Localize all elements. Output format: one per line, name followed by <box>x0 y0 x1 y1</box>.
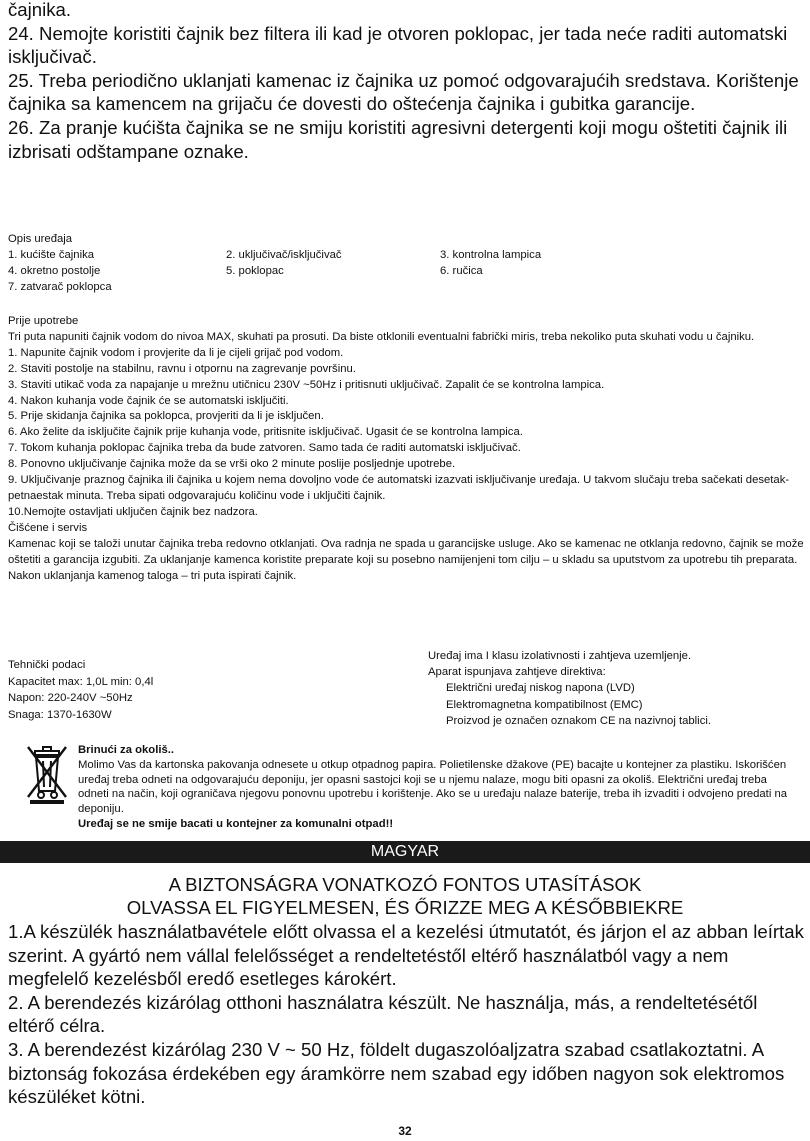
tech-power: Snaga: 1370-1630W <box>8 708 112 721</box>
before-use-step: 2. Staviti postolje na stabilnu, ravnu i otpornu na zagrevanje površinu. <box>8 362 356 375</box>
before-use-step: 1. Napunite čajnik vodom i provjerite da li je cijeli grijač pod vodom. <box>8 346 344 359</box>
directive-item: Elektromagnetna kompatibilnost (EMC) <box>446 698 643 711</box>
part-item: 7. zatvarač poklopca <box>8 280 112 293</box>
hungarian-instructions <box>8 920 806 1109</box>
cleaning-title: Čišćene i servis <box>8 521 88 534</box>
before-use-step: 6. Ako želite da isključite čajnik prije kuhanja vode, pritisnite isključivač. Ugasit će se kontrolna lampica. <box>8 426 523 439</box>
device-description-title: Opis uređaja <box>8 233 73 245</box>
paragraph-26: 26. Za pranje kućišta čajnika se ne smiju koristiti agresivni detergenti koji mogu oštetiti čajnik ili izbrisati odštampane oznake. <box>8 116 788 162</box>
hungarian-paragraph-1: 1.A készülék használatbavétele előtt olvassa el a kezelési útmutatót, és járjon el az abban leírtak szerint. A gyártó nem vállal felelősséget a rendeltetéstől eltérő használatból vagy a nem megfelelő kezelésből eredő esetleges károkért. <box>8 921 804 990</box>
environment-title: Brinući za okoliš.. <box>78 744 175 756</box>
before-use-step: 3. Staviti utikač voda za napajanje u mrežnu utičnicu 230V ~50Hz i pritisnuti uključivač. Zapalit će se kontrolna lampica. <box>8 378 605 391</box>
before-use-step: 9. Uključivanje praznog čajnika ili čajnika u kojem nema dovoljno vode će automatski izazvati isključivanje uređaja. U takvom slučaju treba sačekati desetak-petnaestak minuta. Treba sipati odgovarajuću količinu vode i uključiti čajnik. <box>8 474 790 502</box>
compliance-line2: Aparat ispunjava zahtjeve direktiva: <box>428 666 606 679</box>
part-item: 6. ručica <box>440 264 483 277</box>
environment-text: Molimo Vas da kartonska pakovanja odnesete u otkup otpadnog papira. Polietilenske džakove (PE) bacajte u kontejner za plastiku. Iskorišćen uređaj treba odneti na odgovarajuću deponiju, jer opasni sastojci koji se u njemu nalaze, mogu biti opasni za okoliš. Električni uređaj treba odneti na način, koji ograničava njegovu ponovnu upotrebu i korištenje. Ako se u uređaju nalaze baterije, treba ih izvaditi i odvojeno predati na deponiju. <box>78 758 788 816</box>
paragraph-24: 24. Nemojte koristiti čajnik bez filtera ili kad je otvoren poklopac, jer tada neće raditi automatski isključivač. <box>8 22 788 68</box>
compliance-info <box>428 648 806 729</box>
device-description <box>8 232 806 296</box>
before-use-step: 5. Prije skidanja čajnika sa poklopca, provjeriti da li je isključen. <box>8 410 324 423</box>
before-use-intro: Tri puta napuniti čajnik vodom do nivoa MAX, skuhati pa prosuti. Da biste otklonili eventualni fabrički miris, treba nekoliko puta skuhati vodu u čajniku. <box>8 330 755 343</box>
environment-notice <box>78 743 798 832</box>
part-item: 2. uključivač/isključivač <box>226 248 342 261</box>
before-use-title: Prije upotrebe <box>8 315 79 327</box>
compliance-line1: Uređaj ima I klasu izolativnosti i zahtjeva uzemljenje. <box>428 650 692 662</box>
before-use-step: 7. Tokom kuhanja poklopac čajnika treba da bude zatvoren. Samo tada će raditi automatski isključivač. <box>8 442 521 455</box>
tech-data <box>8 657 388 723</box>
device-parts-grid <box>8 248 806 296</box>
tech-capacity: Kapacitet max: 1,0L min: 0,4l <box>8 675 154 688</box>
part-item: 1. kućište čajnika <box>8 248 95 261</box>
environment-warning: Uređaj se ne smije bacati u kontejner za komunalni otpad!! <box>78 817 394 830</box>
tech-voltage: Napon: 220-240V ~50Hz <box>8 692 133 704</box>
before-use-step: 10.Nemojte ostavljati uključen čajnik bez nadzora. <box>8 505 258 518</box>
before-use-step: 8. Ponovno uključivanje čajnika može da se vrši oko 2 minute poslije posljednje upotrebe. <box>8 458 456 471</box>
hungarian-paragraph-2: 2. A berendezés kizárólag otthoni használatra készült. Ne használja, más, a rendeltetésétől eltérő célra. <box>8 991 758 1037</box>
directive-item: Proizvod je označen oznakom CE na nazivnoj tablici. <box>446 714 711 727</box>
part-item: 4. okretno postolje <box>8 264 101 277</box>
cleaning-text: Kamenac koji se taloži unutar čajnika treba redovno otklanjati. Ova radnja ne spada u garancijske usluge. Ako se kamenac ne otklanja redovno, čajnik se može oštetiti a garancija izgubiti. Za uklanjanje kamenca koristite preparate koji su posebno namijenjeni tom cilju – u skladu sa uputstvom za upotrebu tih preparata. Nakon uklanjanja kamenog taloga – tri puta ispirati čajnik. <box>8 537 804 582</box>
part-item: 3. kontrolna lampica <box>440 248 542 261</box>
crossed-out-bin-icon <box>24 745 70 805</box>
directive-item: Električni uređaj niskog napona (LVD) <box>446 682 635 695</box>
hungarian-paragraph-3: 3. A berendezést kizárólag 230 V ~ 50 Hz, földelt dugaszolóaljzatra szabad csatlakoztatni. A biztonság fokozása érdekében egy áramkörre nem szabad egy időben nagyon sok elektromos készüléket kötni. <box>8 1038 785 1108</box>
page-number: 32 <box>398 1124 412 1138</box>
before-use-step: 4. Nakon kuhanja vode čajnik će se automatski isključiti. <box>8 394 289 407</box>
paragraph-25: 25. Treba periodično uklanjati kamenac iz čajnika uz pomoć odgovarajućih sredstava. Korištenje čajnika sa kamencem na grijaču će dovesti do oštećenja čajnika i gubitka garancije. <box>8 69 799 115</box>
before-use-section <box>8 314 806 584</box>
hungarian-title-2: OLVASSA EL FIGYELMESEN, ÉS ŐRIZZE MEG A KÉSŐBBIEKRE <box>126 897 684 918</box>
hungarian-title-1: A BIZTONSÁGRA VONATKOZÓ FONTOS UTASÍTÁSOK <box>168 874 642 895</box>
tech-data-title: Tehnički podaci <box>8 659 86 671</box>
part-item: 5. poklopac <box>226 264 284 277</box>
paragraph-23-end: čajnika. <box>8 0 72 20</box>
language-bar: MAGYAR <box>0 841 810 863</box>
top-instructions <box>8 0 806 163</box>
